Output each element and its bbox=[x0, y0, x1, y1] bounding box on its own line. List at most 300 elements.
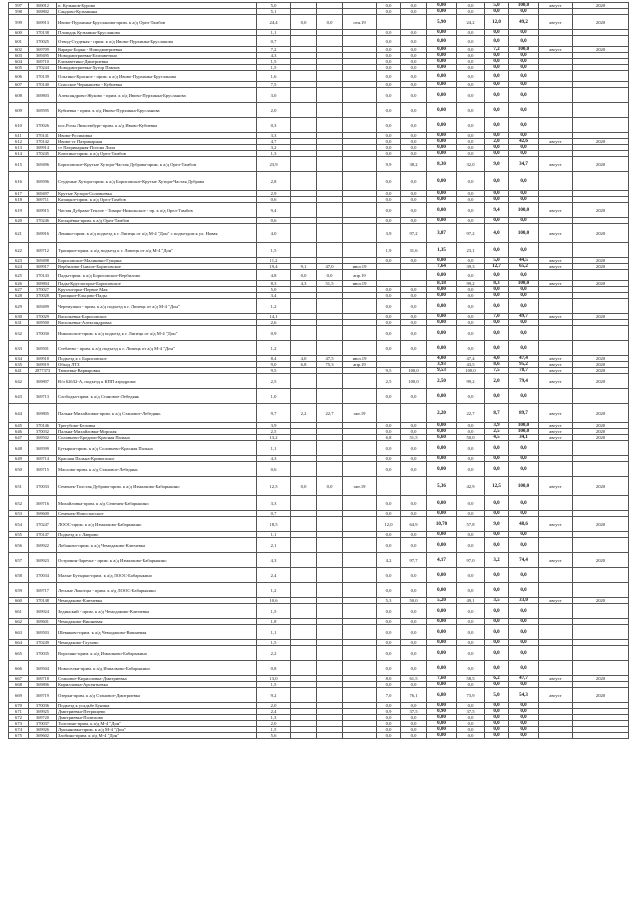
value-cell bbox=[343, 568, 377, 583]
road-length: 8,4 bbox=[257, 356, 291, 362]
road-length: 9,4 bbox=[257, 203, 291, 218]
value-cell: 0,0 bbox=[509, 619, 539, 625]
value-cell bbox=[573, 341, 629, 356]
value-cell: 8,18 bbox=[427, 281, 457, 287]
value-cell bbox=[317, 203, 343, 218]
value-cell: 0,0 bbox=[457, 727, 485, 733]
row-number: 641 bbox=[9, 368, 29, 374]
value-cell: 0,0 bbox=[509, 197, 539, 203]
value-cell: 0,0 bbox=[401, 53, 427, 59]
value-cell: 0,00 bbox=[427, 172, 457, 191]
road-name: Черемушки - прим. к а/д подъезд к г. Липецк от а/д М-4 "Дон" bbox=[57, 299, 257, 314]
value-cell bbox=[317, 341, 343, 356]
value-cell bbox=[317, 118, 343, 133]
value-cell: 0,0 bbox=[509, 640, 539, 646]
road-length: 9,5 bbox=[257, 368, 291, 374]
row-number: 634 bbox=[9, 356, 29, 362]
value-cell: 0,0 bbox=[377, 441, 401, 456]
value-cell: 100,0 bbox=[509, 3, 539, 9]
value-cell bbox=[343, 625, 377, 640]
value-cell: 0,00 bbox=[427, 53, 457, 59]
road-name: Шевяково-прим. к а/д Чемодаково-Вишневая bbox=[57, 625, 257, 640]
road-length: 3,3 bbox=[257, 496, 291, 511]
value-cell: 2020 bbox=[573, 356, 629, 362]
row-number: 660 bbox=[9, 598, 29, 604]
value-cell: 2020 bbox=[573, 429, 629, 435]
row-number: 605 bbox=[9, 65, 29, 71]
value-cell bbox=[539, 88, 573, 103]
value-cell: 0,0 bbox=[509, 287, 539, 293]
value-cell: 2,20 bbox=[427, 404, 457, 423]
road-length: 1,3 bbox=[257, 715, 291, 721]
value-cell bbox=[343, 538, 377, 553]
value-cell: 0,0 bbox=[401, 568, 427, 583]
row-number: 663 bbox=[9, 625, 29, 640]
value-cell: 0,0 bbox=[485, 709, 509, 715]
value-cell: окт.19 bbox=[343, 477, 377, 496]
value-cell: август bbox=[539, 258, 573, 264]
value-cell: 0,0 bbox=[509, 71, 539, 82]
value-cell: 2,50 bbox=[427, 374, 457, 389]
value-cell: 79,4 bbox=[509, 374, 539, 389]
value-cell: 0,0 bbox=[509, 389, 539, 404]
road-length: 1,2 bbox=[257, 299, 291, 314]
value-cell: 0,0 bbox=[457, 118, 485, 133]
value-cell: 100,0 bbox=[401, 374, 427, 389]
value-cell: 0,0 bbox=[509, 53, 539, 59]
value-cell: 0,0 bbox=[401, 314, 427, 320]
row-number: 624 bbox=[9, 264, 29, 270]
road-code: 369496 bbox=[29, 157, 57, 172]
road-length: 2,8 bbox=[257, 172, 291, 191]
value-cell: 0,0 bbox=[377, 314, 401, 320]
value-cell: 0,0 bbox=[457, 538, 485, 553]
row-number: 629 bbox=[9, 299, 29, 314]
value-cell: 0,0 bbox=[509, 326, 539, 341]
value-cell: 0,00 bbox=[427, 727, 457, 733]
road-length: 3,0 bbox=[257, 88, 291, 103]
table-row bbox=[9, 496, 629, 511]
value-cell: 0,0 bbox=[485, 197, 509, 203]
value-cell: 7,64 bbox=[427, 264, 457, 270]
road-length: 2,0 bbox=[257, 721, 291, 727]
road-name: Троицкое-прим. к а/д подъезд к г. Липецк от а/д М-4 "Дон" bbox=[57, 243, 257, 258]
value-cell: 0,0 bbox=[401, 532, 427, 538]
road-length: 4,0 bbox=[257, 224, 291, 243]
value-cell: 0,0 bbox=[377, 320, 401, 326]
value-cell: 0,0 bbox=[401, 172, 427, 191]
value-cell: 38,2 bbox=[401, 157, 427, 172]
value-cell: 97,2 bbox=[401, 224, 427, 243]
value-cell bbox=[291, 517, 317, 532]
value-cell: 0,0 bbox=[401, 619, 427, 625]
value-cell: 47,5 bbox=[317, 356, 343, 362]
value-cell: 0,0 bbox=[377, 9, 401, 15]
value-cell bbox=[343, 243, 377, 258]
value-cell: 0,00 bbox=[427, 532, 457, 538]
value-cell: 0,0 bbox=[509, 462, 539, 477]
road-name: Чемодаково-Вишневая bbox=[57, 619, 257, 625]
value-cell bbox=[317, 517, 343, 532]
road-code: 370249 bbox=[29, 640, 57, 646]
value-cell bbox=[539, 661, 573, 676]
value-cell: 0,00 bbox=[427, 145, 457, 151]
road-code: 370140 bbox=[29, 82, 57, 88]
value-cell: 0,0 bbox=[401, 538, 427, 553]
value-cell: 0,0 bbox=[401, 287, 427, 293]
value-cell: 44,5 bbox=[509, 258, 539, 264]
value-cell: 0,0 bbox=[377, 203, 401, 218]
road-name: Михайловка-прим. к а/д Семенек-Бабарыкино bbox=[57, 496, 257, 511]
value-cell: 0,0 bbox=[401, 583, 427, 598]
row-number: 654 bbox=[9, 517, 29, 532]
value-cell bbox=[539, 389, 573, 404]
table-row bbox=[9, 341, 629, 356]
row-number: 672 bbox=[9, 715, 29, 721]
value-cell: август bbox=[539, 423, 573, 429]
value-cell: 0,0 bbox=[457, 423, 485, 429]
value-cell: 9,53 bbox=[427, 368, 457, 374]
value-cell: 100,0 bbox=[457, 368, 485, 374]
value-cell: 99,2 bbox=[457, 281, 485, 287]
road-code: 369916 bbox=[29, 224, 57, 243]
road-name: Спасское Чернышево - Кубиевка bbox=[57, 82, 257, 88]
value-cell: 0,00 bbox=[427, 682, 457, 688]
value-cell: 0,00 bbox=[427, 568, 457, 583]
road-code: 369803 bbox=[29, 88, 57, 103]
value-cell: 0,0 bbox=[509, 145, 539, 151]
road-name: Лесные Локотцы - прим. к а/д ЛООС-Бабарыкино bbox=[57, 583, 257, 598]
road-code: 370142 bbox=[29, 139, 57, 145]
road-code: 369919 bbox=[29, 362, 57, 368]
table-row bbox=[9, 604, 629, 619]
road-length: 3,4 bbox=[257, 293, 291, 299]
value-cell bbox=[573, 243, 629, 258]
value-cell: 0,0 bbox=[377, 36, 401, 47]
value-cell: 76,1 bbox=[401, 688, 427, 703]
road-code: 370033 bbox=[29, 477, 57, 496]
road-code: 369917 bbox=[29, 264, 57, 270]
row-number: 651 bbox=[9, 477, 29, 496]
value-cell: 0,0 bbox=[401, 727, 427, 733]
value-cell: 4,0 bbox=[291, 356, 317, 362]
value-cell bbox=[573, 538, 629, 553]
value-cell: 1,35 bbox=[427, 243, 457, 258]
value-cell: 0,0 bbox=[485, 133, 509, 139]
road-name: Подъезд к с Лаврово bbox=[57, 532, 257, 538]
value-cell: 0,0 bbox=[457, 3, 485, 9]
road-code: 369913 bbox=[29, 15, 57, 30]
value-cell: август bbox=[539, 15, 573, 30]
value-cell: 2020 bbox=[573, 368, 629, 374]
road-length: 7,5 bbox=[257, 82, 291, 88]
value-cell bbox=[291, 389, 317, 404]
value-cell: 0,00 bbox=[427, 203, 457, 218]
road-name: Злобино-прим. к а/д М-4 "Дон" bbox=[57, 733, 257, 739]
value-cell bbox=[573, 661, 629, 676]
value-cell: 73,9 bbox=[457, 688, 485, 703]
value-cell: 0,0 bbox=[457, 139, 485, 145]
value-cell: 0,0 bbox=[401, 441, 427, 456]
row-number: 645 bbox=[9, 423, 29, 429]
value-cell: 0,0 bbox=[485, 703, 509, 709]
value-cell: 0,0 bbox=[509, 646, 539, 661]
value-cell: 97,7 bbox=[401, 553, 427, 568]
road-name: Пады-Круглогорье-Борисовское bbox=[57, 281, 257, 287]
value-cell: 0,0 bbox=[457, 715, 485, 721]
table-row bbox=[9, 553, 629, 568]
road-code: 369718 bbox=[29, 676, 57, 682]
road-name: Воргляно-прим. к а/д Измалково-Бабарыкино bbox=[57, 646, 257, 661]
value-cell: 57,8 bbox=[457, 517, 485, 532]
value-cell: 0,0 bbox=[457, 293, 485, 299]
value-cell: 2020 bbox=[573, 362, 629, 368]
road-name: Круглогорье-Первое Мая bbox=[57, 287, 257, 293]
value-cell: июл.19 bbox=[343, 264, 377, 270]
value-cell: 54,3 bbox=[509, 688, 539, 703]
value-cell bbox=[291, 299, 317, 314]
road-name: Борисовское-Малинино-Гущина bbox=[57, 258, 257, 264]
value-cell: 75,3 bbox=[317, 362, 343, 368]
value-cell: 0,0 bbox=[401, 118, 427, 133]
row-number: 662 bbox=[9, 619, 29, 625]
value-cell: 3,5 bbox=[485, 598, 509, 604]
value-cell: 0,0 bbox=[457, 47, 485, 53]
value-cell: 0,0 bbox=[509, 727, 539, 733]
road-name: Островин-Заречье - прим. к а/д Измалково-Бабарыкино bbox=[57, 553, 257, 568]
road-name: Клюгино-прим. к а/д Орел-Тамбов bbox=[57, 151, 257, 157]
row-number: 626 bbox=[9, 281, 29, 287]
table-row bbox=[9, 688, 629, 703]
value-cell: 5,3 bbox=[377, 598, 401, 604]
value-cell bbox=[343, 299, 377, 314]
value-cell: 0,0 bbox=[377, 65, 401, 71]
value-cell: 4,0 bbox=[485, 356, 509, 362]
road-code: 369804 bbox=[29, 281, 57, 287]
value-cell bbox=[573, 441, 629, 456]
value-cell: 2020 bbox=[573, 47, 629, 53]
value-cell: 49,7 bbox=[509, 314, 539, 320]
value-cell bbox=[317, 661, 343, 676]
value-cell: 0,0 bbox=[401, 258, 427, 264]
value-cell: 0,0 bbox=[377, 326, 401, 341]
value-cell: апр.19 bbox=[343, 270, 377, 281]
value-cell bbox=[343, 441, 377, 456]
row-number: 675 bbox=[9, 733, 29, 739]
road-code: 370247 bbox=[29, 517, 57, 532]
value-cell: 0,90 bbox=[427, 709, 457, 715]
table-row bbox=[9, 118, 629, 133]
road-code: 370028 bbox=[29, 293, 57, 299]
road-length: 11,2 bbox=[257, 258, 291, 264]
value-cell bbox=[539, 568, 573, 583]
value-cell: 0,00 bbox=[427, 640, 457, 646]
value-cell: 0,0 bbox=[457, 203, 485, 218]
value-cell bbox=[343, 118, 377, 133]
value-cell: 5,0 bbox=[485, 3, 509, 9]
road-code: 369502 bbox=[29, 435, 57, 441]
value-cell bbox=[343, 604, 377, 619]
road-code: 369802 bbox=[29, 9, 57, 15]
road-code: 369714 bbox=[29, 456, 57, 462]
value-cell: 0,0 bbox=[509, 604, 539, 619]
value-cell: 2020 bbox=[573, 688, 629, 703]
road-length: 5,1 bbox=[257, 9, 291, 15]
road-name: Сандово-Кузьминка bbox=[57, 9, 257, 15]
row-number: 630 bbox=[9, 314, 29, 320]
value-cell: 0,0 bbox=[401, 88, 427, 103]
road-code: 369915 bbox=[29, 203, 57, 218]
value-cell bbox=[539, 625, 573, 640]
value-cell: 100,0 bbox=[509, 429, 539, 435]
value-cell: 0,0 bbox=[509, 293, 539, 299]
value-cell: 49,1 bbox=[457, 598, 485, 604]
road-length: 2,0 bbox=[257, 703, 291, 709]
value-cell bbox=[573, 462, 629, 477]
value-cell: 0,0 bbox=[509, 709, 539, 715]
value-cell bbox=[343, 646, 377, 661]
value-cell: 64,9 bbox=[401, 517, 427, 532]
value-cell bbox=[317, 568, 343, 583]
value-cell: 0,0 bbox=[509, 133, 539, 139]
value-cell bbox=[343, 517, 377, 532]
value-cell: июл.19 bbox=[343, 356, 377, 362]
value-cell: 0,00 bbox=[427, 715, 457, 721]
road-name: Пальна-Михайловка-Морская bbox=[57, 429, 257, 435]
value-cell: 0,00 bbox=[427, 326, 457, 341]
value-cell bbox=[317, 36, 343, 47]
value-cell: 0,0 bbox=[457, 172, 485, 191]
road-code: 370030 bbox=[29, 326, 57, 341]
value-cell: 0,00 bbox=[427, 139, 457, 145]
road-code: 370148 bbox=[29, 598, 57, 604]
value-cell: 0,0 bbox=[485, 287, 509, 293]
value-cell bbox=[291, 462, 317, 477]
value-cell: август bbox=[539, 553, 573, 568]
value-cell: 2020 bbox=[573, 3, 629, 9]
value-cell: 0,0 bbox=[509, 456, 539, 462]
row-number: 656 bbox=[9, 538, 29, 553]
value-cell: 9,1 bbox=[291, 264, 317, 270]
value-cell: 0,0 bbox=[377, 619, 401, 625]
road-code: 369923 bbox=[29, 553, 57, 568]
value-cell: 0,0 bbox=[485, 53, 509, 59]
value-cell: 0,0 bbox=[401, 133, 427, 139]
value-cell bbox=[343, 71, 377, 82]
road-name: Чемодаково-Глухово bbox=[57, 640, 257, 646]
road-name: Новодмитриевка-Хутор Павлов bbox=[57, 65, 257, 71]
row-number: 611 bbox=[9, 133, 29, 139]
value-cell: 0,00 bbox=[427, 118, 457, 133]
value-cell: 2020 bbox=[573, 598, 629, 604]
road-length: 1,5 bbox=[257, 243, 291, 258]
road-code: 369807 bbox=[29, 374, 57, 389]
value-cell: 12,7 bbox=[485, 264, 509, 270]
value-cell bbox=[291, 243, 317, 258]
value-cell: 0,0 bbox=[509, 243, 539, 258]
road-name: Никольское-прим. к а/д подъезд к г. Липецк от а/д М-4 "Дон" bbox=[57, 326, 257, 341]
value-cell bbox=[317, 646, 343, 661]
value-cell: 0,00 bbox=[427, 429, 457, 435]
value-cell: 0,0 bbox=[457, 53, 485, 59]
table-row bbox=[9, 441, 629, 456]
table-row bbox=[9, 477, 629, 496]
road-code: 369498 bbox=[29, 258, 57, 264]
value-cell: 9,0 bbox=[485, 517, 509, 532]
value-cell bbox=[317, 326, 343, 341]
value-cell: 7,0 bbox=[485, 314, 509, 320]
value-cell: 0,0 bbox=[401, 59, 427, 65]
value-cell bbox=[317, 583, 343, 598]
value-cell: 0,0 bbox=[509, 218, 539, 224]
value-cell: 0,0 bbox=[377, 604, 401, 619]
row-number: 628 bbox=[9, 293, 29, 299]
value-cell bbox=[573, 646, 629, 661]
road-length: 2,0 bbox=[257, 103, 291, 118]
row-number: 604 bbox=[9, 59, 29, 65]
value-cell: 2,5 bbox=[485, 429, 509, 435]
value-cell: 0,0 bbox=[401, 320, 427, 326]
road-length: 1,3 bbox=[257, 151, 291, 157]
table-row bbox=[9, 389, 629, 404]
value-cell: 100,0 bbox=[509, 477, 539, 496]
value-cell: 0,0 bbox=[457, 59, 485, 65]
value-cell: 0,0 bbox=[485, 82, 509, 88]
value-cell bbox=[317, 604, 343, 619]
value-cell bbox=[291, 553, 317, 568]
row-number: 642 bbox=[9, 374, 29, 389]
table-row bbox=[9, 661, 629, 676]
road-code: 369595 bbox=[29, 103, 57, 118]
value-cell: 0,0 bbox=[457, 568, 485, 583]
value-cell bbox=[343, 496, 377, 511]
value-cell: 0,0 bbox=[377, 172, 401, 191]
road-name: Ивово-Росиновка bbox=[57, 133, 257, 139]
value-cell: 0,0 bbox=[509, 270, 539, 281]
road-name: Крутые Хутора-Соловьевка bbox=[57, 191, 257, 197]
value-cell bbox=[291, 172, 317, 191]
value-cell bbox=[291, 71, 317, 82]
value-cell: 0,0 bbox=[401, 604, 427, 619]
value-cell: 0,0 bbox=[401, 511, 427, 517]
value-cell: 0,0 bbox=[401, 715, 427, 721]
value-cell: 7,5 bbox=[485, 368, 509, 374]
value-cell: 99,2 bbox=[457, 374, 485, 389]
value-cell: август bbox=[539, 688, 573, 703]
value-cell bbox=[343, 389, 377, 404]
value-cell: 0,00 bbox=[427, 103, 457, 118]
value-cell: 37,5 bbox=[457, 709, 485, 715]
value-cell: 0,0 bbox=[457, 733, 485, 739]
value-cell: 0,0 bbox=[509, 661, 539, 676]
value-cell: 6,8 bbox=[291, 362, 317, 368]
value-cell: 2020 bbox=[573, 203, 629, 218]
value-cell: 0,0 bbox=[401, 496, 427, 511]
value-cell: 0,0 bbox=[509, 191, 539, 197]
value-cell: 0,0 bbox=[457, 197, 485, 203]
value-cell: 5,0 bbox=[485, 258, 509, 264]
road-length: 1,5 bbox=[257, 682, 291, 688]
row-number: 668 bbox=[9, 682, 29, 688]
row-number: 609 bbox=[9, 103, 29, 118]
row-number: 627 bbox=[9, 287, 29, 293]
value-cell: 49,2 bbox=[509, 15, 539, 30]
road-name: Бутырки-прим. к а/д Соловьево-Красная Пальна bbox=[57, 441, 257, 456]
value-cell: 0,00 bbox=[427, 30, 457, 36]
value-cell bbox=[539, 496, 573, 511]
road-code: 370036 bbox=[29, 703, 57, 709]
value-cell bbox=[343, 88, 377, 103]
